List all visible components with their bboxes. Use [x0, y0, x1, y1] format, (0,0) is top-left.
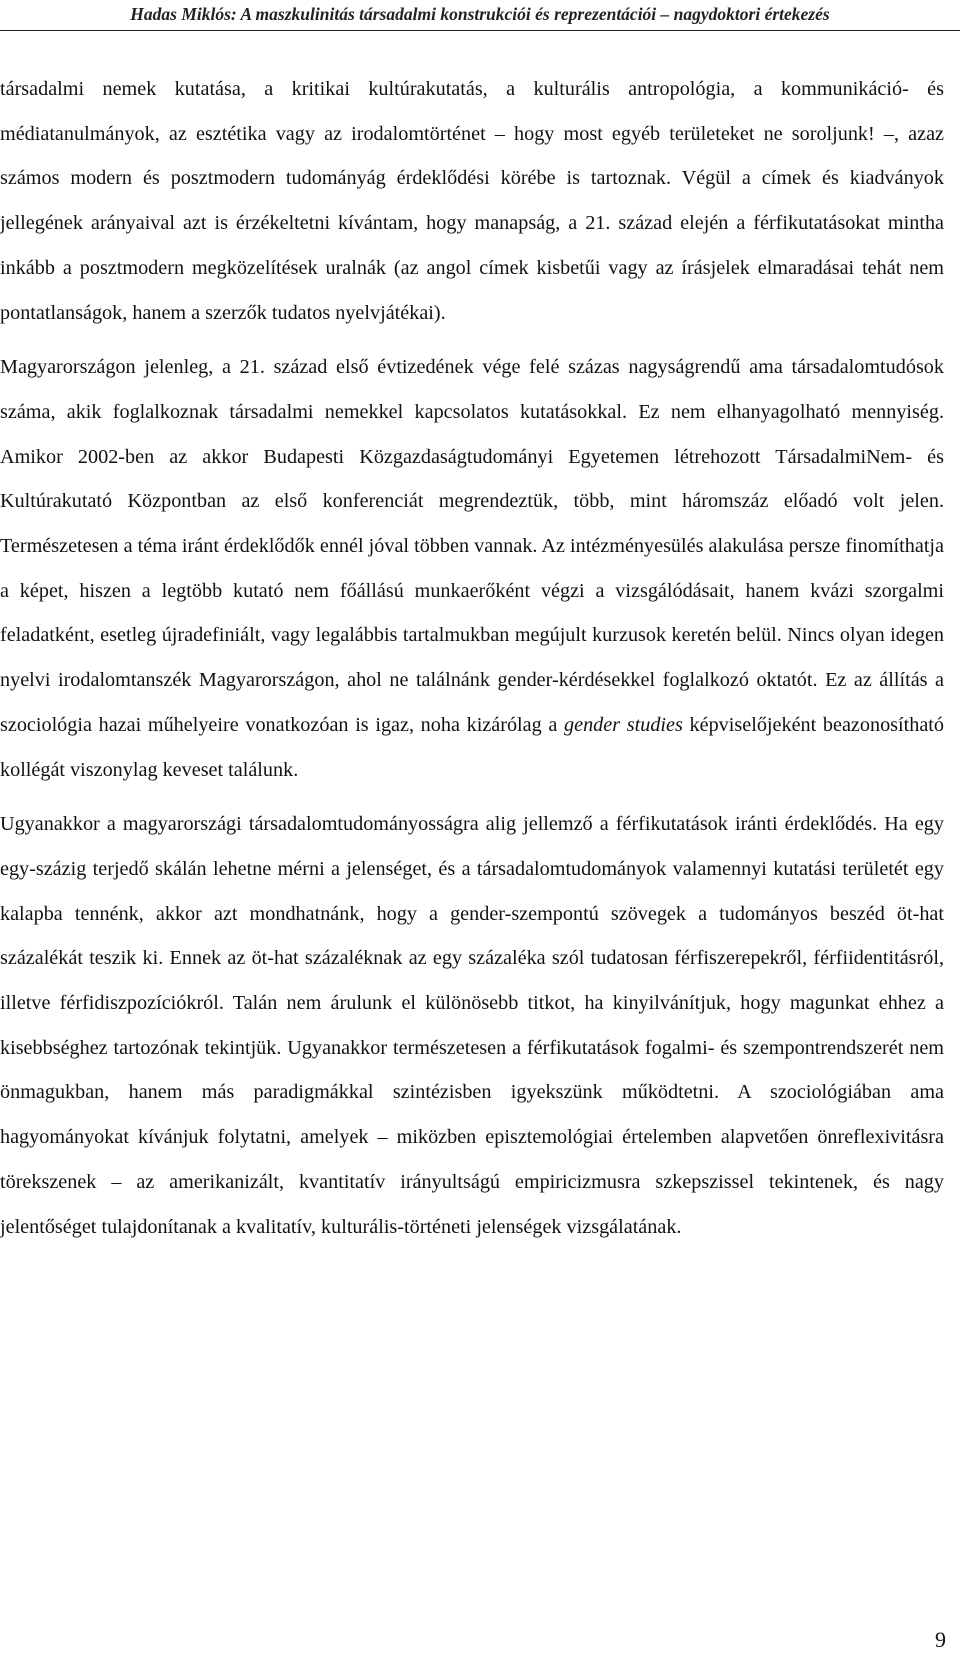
italic-term: gender studies: [564, 713, 683, 736]
document-body: [0, 67, 944, 1249]
paragraph-text: Magyarországon jelenleg, a 21. század első évtizedének vége felé százas nagyságrendű ama társadalomtudósok száma, akik foglalkoznak társadalmi nemekkel kapcsolatos kutatásokkal. Ez nem elhanyagolható mennyiség. Amikor 2002-ben az akkor Budapesti Közgazdaságtudományi Egyetemen létrehozott TársadalmiNem- és Kultúrakutató Központban az első konferenciát megrendeztük, több, mint háromszáz előadó volt jelen. Természetesen a téma iránt érdeklődők ennél jóval többen vannak. Az intézményesülés alakulása persze finomíthatja a képet, hiszen a legtöbb kutató nem főállású munkaerőként végzi a vizsgálódásait, hanem kvázi szorgalmi feladatként, esetleg újradefiniált, vagy legalábbis tartalmukban megújult kurzusok keretén belül. Nincs olyan idegen nyelvi irodalomtanszék Magyarországon, ahol ne találnánk gender-kérdésekkel foglalkozó oktatót. Ez az állítás a szociológia hazai műhelyeire vonatkozóan is igaz, noha kizárólag a: [0, 356, 944, 736]
paragraph-2: [0, 345, 944, 792]
page-number: 9: [935, 1627, 946, 1652]
running-header: Hadas Miklós: A maszkulinitás társadalmi konstrukciói és reprezentációi – nagydoktori értekezés: [130, 4, 830, 24]
paragraph-text: Ugyanakkor a magyarországi társadalomtudományosságra alig jellemző a férfikutatások iránti érdeklődés. Ha egy egy-százig terjedő skálán lehetne mérni a jelenséget, és a társadalomtudományok valamennyi kutatási területét egy kalapba tennénk, akkor azt mondhatnánk, hogy a gender-szempontú szövegek a tudományos beszéd öt-hat százalékát teszik ki. Ennek az öt-hat százaléknak az egy százaléka szól tudatosan férfiszerepekről, férfiidentitásról, illetve férfidiszpozíciókról. Talán nem árulunk el különösebb titkot, ha kinyilvánítjuk, hogy magunkat ehhez a kisebbséghez tartozónak tekintjük. Ugyanakkor természetesen a férfikutatások fogalmi- és szempontrendszerét nem önmagukban, hanem más paradigmákkal szintézisben igyekszünk működtetni. A szociológiában ama hagyományokat kívánjuk folytatni, amelyek – miközben episztemológiai értelemben alapvetően önreflexivitásra törekszenek – az amerikanizált, kvantitatív irányultságú empiricizmusra szkepszissel tekintenek, és nagy jelentőséget tulajdonítanak a kvalitatív, kulturális-történeti jelenségek vizsgálatának.: [0, 813, 944, 1238]
paragraph-1: [0, 67, 944, 335]
paragraph-3: [0, 802, 944, 1249]
paragraph-text: társadalmi nemek kutatása, a kritikai kultúrakutatás, a kulturális antropológia, a kommunikáció- és médiatanulmányok, az esztétika vagy az irodalomtörténet – hogy most egyéb területeket ne soroljunk! –, azaz számos modern és posztmodern tudományág érdeklődési körébe is tartoznak. Végül a címek és kiadványok jellegének arányaival azt is érzékeltetni kívántam, hogy manapság, a 21. század elején a férfikutatásokat mintha inkább a posztmodern megközelítések uralnák (az angol címek kisbetűi vagy az írásjelek elmaradásai tehát nem pontatlanságok, hanem a szerzők tudatos nyelvjátékai).: [0, 78, 944, 324]
header-divider: [0, 30, 960, 31]
paragraph-text: képviselőjeként beazonosítható kollégát viszonylag keveset találunk.: [0, 713, 944, 781]
